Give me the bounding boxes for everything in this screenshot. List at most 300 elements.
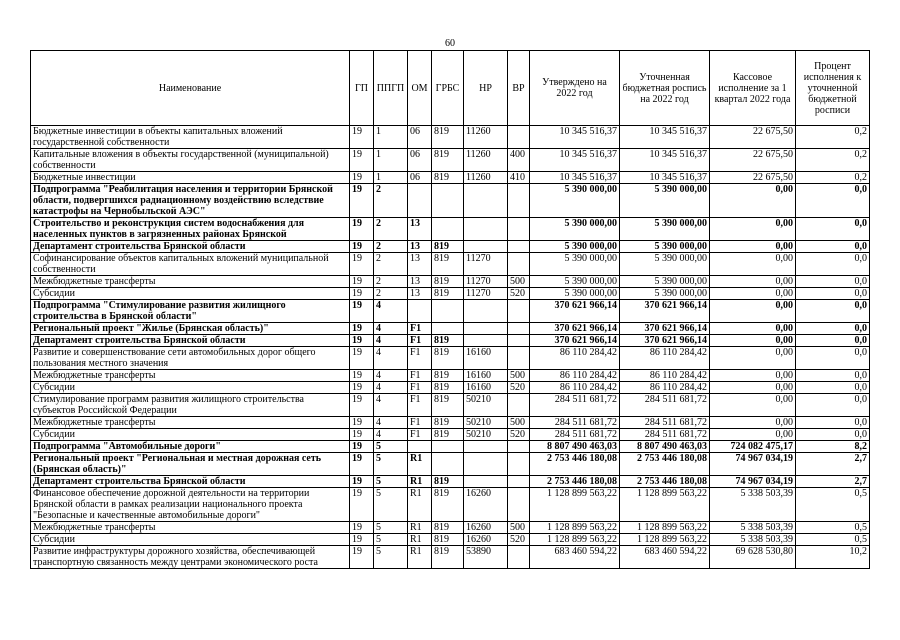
cell-gp: 19 bbox=[350, 347, 374, 370]
table-row bbox=[31, 276, 870, 288]
table-row bbox=[31, 126, 870, 149]
cell-approved: 370 621 966,14 bbox=[530, 335, 620, 347]
cell-vr: 520 bbox=[508, 382, 530, 394]
header-refined: Уточненная бюджетная роспись на 2022 год bbox=[620, 51, 710, 126]
cell-cash: 0,00 bbox=[710, 370, 796, 382]
cell-approved: 683 460 594,22 bbox=[530, 546, 620, 569]
cell-cash: 0,00 bbox=[710, 382, 796, 394]
cell-ppgp: 1 bbox=[374, 149, 408, 172]
cell-name: Субсидии bbox=[31, 288, 350, 300]
cell-vr bbox=[508, 335, 530, 347]
cell-name: Бюджетные инвестиции в объекты капитальных вложений государственной собственности bbox=[31, 126, 350, 149]
cell-percent: 10,2 bbox=[796, 546, 870, 569]
cell-nr bbox=[464, 476, 508, 488]
cell-refined: 284 511 681,72 bbox=[620, 417, 710, 429]
cell-percent: 0,0 bbox=[796, 382, 870, 394]
cell-om: R1 bbox=[408, 546, 432, 569]
cell-vr bbox=[508, 126, 530, 149]
cell-grbs: 819 bbox=[432, 347, 464, 370]
cell-om: F1 bbox=[408, 323, 432, 335]
cell-om: R1 bbox=[408, 522, 432, 534]
cell-gp: 19 bbox=[350, 546, 374, 569]
cell-gp: 19 bbox=[350, 149, 374, 172]
cell-ppgp: 2 bbox=[374, 184, 408, 218]
table-row bbox=[31, 335, 870, 347]
cell-percent: 0,0 bbox=[796, 184, 870, 218]
cell-refined: 370 621 966,14 bbox=[620, 323, 710, 335]
cell-percent: 0,5 bbox=[796, 488, 870, 522]
cell-approved: 86 110 284,42 bbox=[530, 370, 620, 382]
cell-vr bbox=[508, 453, 530, 476]
header-vr: ВР bbox=[508, 51, 530, 126]
cell-gp: 19 bbox=[350, 184, 374, 218]
cell-grbs: 819 bbox=[432, 429, 464, 441]
cell-refined: 2 753 446 180,08 bbox=[620, 453, 710, 476]
cell-gp: 19 bbox=[350, 335, 374, 347]
cell-ppgp: 2 bbox=[374, 241, 408, 253]
cell-om: F1 bbox=[408, 382, 432, 394]
cell-nr: 50210 bbox=[464, 394, 508, 417]
cell-approved: 10 345 516,37 bbox=[530, 149, 620, 172]
cell-ppgp: 5 bbox=[374, 453, 408, 476]
cell-cash: 0,00 bbox=[710, 394, 796, 417]
cell-nr: 16260 bbox=[464, 522, 508, 534]
cell-gp: 19 bbox=[350, 488, 374, 522]
cell-name: Софинансирование объектов капитальных вложений муниципальной собственности bbox=[31, 253, 350, 276]
cell-name: Капитальные вложения в объекты государственной (муниципальной) собственности bbox=[31, 149, 350, 172]
table-row bbox=[31, 534, 870, 546]
cell-gp: 19 bbox=[350, 323, 374, 335]
cell-om: F1 bbox=[408, 417, 432, 429]
cell-name: Субсидии bbox=[31, 382, 350, 394]
cell-vr bbox=[508, 546, 530, 569]
cell-grbs bbox=[432, 300, 464, 323]
cell-percent: 0,0 bbox=[796, 417, 870, 429]
cell-gp: 19 bbox=[350, 394, 374, 417]
cell-om bbox=[408, 184, 432, 218]
cell-ppgp: 4 bbox=[374, 394, 408, 417]
cell-ppgp: 1 bbox=[374, 126, 408, 149]
cell-vr: 520 bbox=[508, 534, 530, 546]
cell-gp: 19 bbox=[350, 370, 374, 382]
cell-vr bbox=[508, 300, 530, 323]
cell-refined: 5 390 000,00 bbox=[620, 184, 710, 218]
cell-grbs: 819 bbox=[432, 488, 464, 522]
cell-name: Строительство и реконструкция систем водоснабжения для населенных пунктов в загрязненных районах Брянской bbox=[31, 218, 350, 241]
cell-refined: 2 753 446 180,08 bbox=[620, 476, 710, 488]
cell-refined: 284 511 681,72 bbox=[620, 429, 710, 441]
cell-percent: 8,2 bbox=[796, 441, 870, 453]
cell-om: 13 bbox=[408, 276, 432, 288]
cell-approved: 1 128 899 563,22 bbox=[530, 534, 620, 546]
cell-refined: 10 345 516,37 bbox=[620, 172, 710, 184]
cell-percent: 0,0 bbox=[796, 288, 870, 300]
cell-gp: 19 bbox=[350, 534, 374, 546]
cell-ppgp: 4 bbox=[374, 300, 408, 323]
table-row bbox=[31, 347, 870, 370]
cell-om: 13 bbox=[408, 218, 432, 241]
cell-cash: 22 675,50 bbox=[710, 172, 796, 184]
cell-approved: 86 110 284,42 bbox=[530, 382, 620, 394]
cell-gp: 19 bbox=[350, 382, 374, 394]
cell-percent: 0,0 bbox=[796, 323, 870, 335]
cell-refined: 8 807 490 463,03 bbox=[620, 441, 710, 453]
table-row bbox=[31, 300, 870, 323]
header-approved: Утверждено на 2022 год bbox=[530, 51, 620, 126]
cell-om: 13 bbox=[408, 288, 432, 300]
budget-execution-table bbox=[30, 50, 870, 569]
table-row bbox=[31, 253, 870, 276]
cell-cash: 724 082 475,17 bbox=[710, 441, 796, 453]
header-name: Наименование bbox=[31, 51, 350, 126]
cell-approved: 1 128 899 563,22 bbox=[530, 522, 620, 534]
cell-approved: 5 390 000,00 bbox=[530, 241, 620, 253]
cell-nr bbox=[464, 441, 508, 453]
cell-ppgp: 4 bbox=[374, 417, 408, 429]
cell-om: F1 bbox=[408, 370, 432, 382]
cell-nr: 11260 bbox=[464, 172, 508, 184]
cell-refined: 86 110 284,42 bbox=[620, 382, 710, 394]
cell-gp: 19 bbox=[350, 126, 374, 149]
table-row bbox=[31, 218, 870, 241]
cell-name: Департамент строительства Брянской области bbox=[31, 335, 350, 347]
cell-cash: 5 338 503,39 bbox=[710, 488, 796, 522]
cell-name: Региональный проект "Региональная и местная дорожная сеть (Брянская область)" bbox=[31, 453, 350, 476]
cell-cash: 22 675,50 bbox=[710, 126, 796, 149]
cell-grbs: 819 bbox=[432, 534, 464, 546]
cell-ppgp: 2 bbox=[374, 218, 408, 241]
cell-cash: 0,00 bbox=[710, 241, 796, 253]
page-number: 60 bbox=[445, 38, 455, 49]
cell-name: Департамент строительства Брянской области bbox=[31, 476, 350, 488]
cell-percent: 2,7 bbox=[796, 476, 870, 488]
cell-cash: 0,00 bbox=[710, 184, 796, 218]
cell-grbs: 819 bbox=[432, 370, 464, 382]
cell-approved: 8 807 490 463,03 bbox=[530, 441, 620, 453]
header-ppgp: ППГП bbox=[374, 51, 408, 126]
cell-nr bbox=[464, 241, 508, 253]
cell-percent: 0,5 bbox=[796, 534, 870, 546]
cell-refined: 284 511 681,72 bbox=[620, 394, 710, 417]
cell-om: F1 bbox=[408, 347, 432, 370]
cell-refined: 1 128 899 563,22 bbox=[620, 534, 710, 546]
table-row bbox=[31, 370, 870, 382]
table-row bbox=[31, 429, 870, 441]
cell-cash: 74 967 034,19 bbox=[710, 476, 796, 488]
table-row bbox=[31, 241, 870, 253]
cell-ppgp: 5 bbox=[374, 476, 408, 488]
cell-ppgp: 4 bbox=[374, 347, 408, 370]
cell-nr: 11270 bbox=[464, 288, 508, 300]
cell-gp: 19 bbox=[350, 441, 374, 453]
cell-name: Межбюджетные трансферты bbox=[31, 417, 350, 429]
cell-nr bbox=[464, 218, 508, 241]
cell-approved: 2 753 446 180,08 bbox=[530, 476, 620, 488]
cell-ppgp: 5 bbox=[374, 534, 408, 546]
cell-approved: 5 390 000,00 bbox=[530, 184, 620, 218]
cell-approved: 284 511 681,72 bbox=[530, 429, 620, 441]
cell-nr bbox=[464, 323, 508, 335]
cell-approved: 5 390 000,00 bbox=[530, 288, 620, 300]
cell-nr: 50210 bbox=[464, 429, 508, 441]
cell-cash: 0,00 bbox=[710, 429, 796, 441]
cell-name: Межбюджетные трансферты bbox=[31, 276, 350, 288]
header-nr: НР bbox=[464, 51, 508, 126]
cell-nr bbox=[464, 184, 508, 218]
cell-name: Межбюджетные трансферты bbox=[31, 522, 350, 534]
cell-grbs: 819 bbox=[432, 546, 464, 569]
cell-vr bbox=[508, 394, 530, 417]
cell-percent: 0,0 bbox=[796, 241, 870, 253]
cell-ppgp: 2 bbox=[374, 276, 408, 288]
cell-grbs: 819 bbox=[432, 276, 464, 288]
cell-percent: 0,2 bbox=[796, 172, 870, 184]
cell-nr bbox=[464, 300, 508, 323]
cell-refined: 1 128 899 563,22 bbox=[620, 522, 710, 534]
cell-cash: 22 675,50 bbox=[710, 149, 796, 172]
table-row bbox=[31, 184, 870, 218]
table-row bbox=[31, 394, 870, 417]
cell-percent: 0,0 bbox=[796, 370, 870, 382]
cell-cash: 0,00 bbox=[710, 253, 796, 276]
cell-ppgp: 4 bbox=[374, 429, 408, 441]
table-row bbox=[31, 453, 870, 476]
cell-grbs: 819 bbox=[432, 241, 464, 253]
cell-refined: 370 621 966,14 bbox=[620, 300, 710, 323]
cell-grbs: 819 bbox=[432, 288, 464, 300]
cell-nr: 11270 bbox=[464, 276, 508, 288]
cell-percent: 0,0 bbox=[796, 394, 870, 417]
cell-ppgp: 5 bbox=[374, 488, 408, 522]
table-row bbox=[31, 441, 870, 453]
cell-vr: 520 bbox=[508, 429, 530, 441]
cell-ppgp: 4 bbox=[374, 323, 408, 335]
cell-grbs: 819 bbox=[432, 394, 464, 417]
cell-approved: 86 110 284,42 bbox=[530, 347, 620, 370]
cell-grbs: 819 bbox=[432, 172, 464, 184]
cell-percent: 0,0 bbox=[796, 347, 870, 370]
cell-refined: 370 621 966,14 bbox=[620, 335, 710, 347]
table-row bbox=[31, 172, 870, 184]
cell-grbs: 819 bbox=[432, 382, 464, 394]
table-body bbox=[31, 126, 870, 569]
cell-nr: 16160 bbox=[464, 347, 508, 370]
cell-refined: 5 390 000,00 bbox=[620, 241, 710, 253]
cell-name: Департамент строительства Брянской области bbox=[31, 241, 350, 253]
cell-om bbox=[408, 300, 432, 323]
cell-gp: 19 bbox=[350, 476, 374, 488]
cell-ppgp: 4 bbox=[374, 370, 408, 382]
cell-grbs: 819 bbox=[432, 476, 464, 488]
cell-om: F1 bbox=[408, 335, 432, 347]
cell-grbs: 819 bbox=[432, 149, 464, 172]
table-row bbox=[31, 522, 870, 534]
cell-ppgp: 5 bbox=[374, 522, 408, 534]
cell-vr: 400 bbox=[508, 149, 530, 172]
cell-nr: 53890 bbox=[464, 546, 508, 569]
cell-gp: 19 bbox=[350, 276, 374, 288]
cell-gp: 19 bbox=[350, 429, 374, 441]
cell-om: 13 bbox=[408, 253, 432, 276]
cell-nr: 16160 bbox=[464, 370, 508, 382]
cell-percent: 2,7 bbox=[796, 453, 870, 476]
cell-refined: 10 345 516,37 bbox=[620, 149, 710, 172]
cell-om: 06 bbox=[408, 172, 432, 184]
cell-gp: 19 bbox=[350, 172, 374, 184]
cell-om: F1 bbox=[408, 429, 432, 441]
cell-name: Бюджетные инвестиции bbox=[31, 172, 350, 184]
cell-gp: 19 bbox=[350, 453, 374, 476]
cell-name: Подпрограмма "Реабилитация населения и территории Брянской области, подвергшихся радиационному воздействию вследствие катастрофы на Чернобыльской АЭС" bbox=[31, 184, 350, 218]
cell-ppgp: 4 bbox=[374, 335, 408, 347]
cell-grbs: 819 bbox=[432, 417, 464, 429]
cell-approved: 5 390 000,00 bbox=[530, 218, 620, 241]
cell-om: 06 bbox=[408, 149, 432, 172]
cell-refined: 86 110 284,42 bbox=[620, 347, 710, 370]
cell-vr: 500 bbox=[508, 370, 530, 382]
cell-approved: 5 390 000,00 bbox=[530, 276, 620, 288]
cell-nr: 16160 bbox=[464, 382, 508, 394]
cell-name: Развитие инфраструктуры дорожного хозяйства, обеспечивающей транспортную связанность между центрами экономического роста bbox=[31, 546, 350, 569]
cell-refined: 5 390 000,00 bbox=[620, 218, 710, 241]
cell-cash: 0,00 bbox=[710, 288, 796, 300]
table-row bbox=[31, 417, 870, 429]
cell-nr bbox=[464, 335, 508, 347]
cell-name: Субсидии bbox=[31, 534, 350, 546]
cell-grbs bbox=[432, 323, 464, 335]
cell-approved: 284 511 681,72 bbox=[530, 394, 620, 417]
table-row bbox=[31, 488, 870, 522]
cell-cash: 0,00 bbox=[710, 323, 796, 335]
cell-grbs bbox=[432, 441, 464, 453]
cell-gp: 19 bbox=[350, 218, 374, 241]
cell-name: Подпрограмма "Стимулирование развития жилищного строительства в Брянской области" bbox=[31, 300, 350, 323]
cell-percent: 0,0 bbox=[796, 276, 870, 288]
cell-approved: 370 621 966,14 bbox=[530, 323, 620, 335]
cell-cash: 0,00 bbox=[710, 300, 796, 323]
cell-cash: 0,00 bbox=[710, 276, 796, 288]
cell-gp: 19 bbox=[350, 300, 374, 323]
cell-approved: 1 128 899 563,22 bbox=[530, 488, 620, 522]
cell-grbs: 819 bbox=[432, 253, 464, 276]
table-header-row bbox=[31, 51, 870, 126]
cell-cash: 74 967 034,19 bbox=[710, 453, 796, 476]
cell-name: Развитие и совершенствование сети автомобильных дорог общего пользования местного значения bbox=[31, 347, 350, 370]
cell-vr bbox=[508, 488, 530, 522]
cell-refined: 10 345 516,37 bbox=[620, 126, 710, 149]
cell-nr bbox=[464, 453, 508, 476]
cell-ppgp: 5 bbox=[374, 546, 408, 569]
cell-percent: 0,2 bbox=[796, 126, 870, 149]
table-row bbox=[31, 288, 870, 300]
table-row bbox=[31, 546, 870, 569]
cell-vr: 500 bbox=[508, 522, 530, 534]
cell-gp: 19 bbox=[350, 522, 374, 534]
cell-approved: 10 345 516,37 bbox=[530, 126, 620, 149]
cell-refined: 86 110 284,42 bbox=[620, 370, 710, 382]
header-cash: Кассовое исполнение за 1 квартал 2022 года bbox=[710, 51, 796, 126]
cell-percent: 0,2 bbox=[796, 149, 870, 172]
cell-om bbox=[408, 441, 432, 453]
table-row bbox=[31, 149, 870, 172]
cell-grbs bbox=[432, 453, 464, 476]
cell-vr bbox=[508, 184, 530, 218]
cell-name: Субсидии bbox=[31, 429, 350, 441]
cell-cash: 0,00 bbox=[710, 218, 796, 241]
cell-vr bbox=[508, 241, 530, 253]
cell-om: R1 bbox=[408, 476, 432, 488]
cell-gp: 19 bbox=[350, 241, 374, 253]
cell-vr bbox=[508, 347, 530, 370]
cell-refined: 5 390 000,00 bbox=[620, 276, 710, 288]
cell-grbs: 819 bbox=[432, 335, 464, 347]
header-grbs: ГРБС bbox=[432, 51, 464, 126]
cell-vr bbox=[508, 441, 530, 453]
cell-nr: 16260 bbox=[464, 534, 508, 546]
header-gp: ГП bbox=[350, 51, 374, 126]
cell-nr: 11270 bbox=[464, 253, 508, 276]
cell-percent: 0,0 bbox=[796, 300, 870, 323]
cell-percent: 0,5 bbox=[796, 522, 870, 534]
cell-nr: 11260 bbox=[464, 149, 508, 172]
cell-om: F1 bbox=[408, 394, 432, 417]
cell-cash: 69 628 530,80 bbox=[710, 546, 796, 569]
cell-vr bbox=[508, 476, 530, 488]
table-row bbox=[31, 382, 870, 394]
cell-nr: 50210 bbox=[464, 417, 508, 429]
cell-cash: 5 338 503,39 bbox=[710, 522, 796, 534]
cell-approved: 370 621 966,14 bbox=[530, 300, 620, 323]
cell-vr: 500 bbox=[508, 417, 530, 429]
cell-ppgp: 2 bbox=[374, 288, 408, 300]
cell-grbs bbox=[432, 218, 464, 241]
cell-approved: 5 390 000,00 bbox=[530, 253, 620, 276]
cell-ppgp: 1 bbox=[374, 172, 408, 184]
cell-cash: 0,00 bbox=[710, 417, 796, 429]
cell-percent: 0,0 bbox=[796, 429, 870, 441]
cell-approved: 10 345 516,37 bbox=[530, 172, 620, 184]
cell-grbs: 819 bbox=[432, 522, 464, 534]
cell-percent: 0,0 bbox=[796, 218, 870, 241]
cell-om: R1 bbox=[408, 453, 432, 476]
cell-cash: 0,00 bbox=[710, 335, 796, 347]
cell-vr bbox=[508, 323, 530, 335]
cell-name: Подпрограмма "Автомобильные дороги" bbox=[31, 441, 350, 453]
cell-om: R1 bbox=[408, 488, 432, 522]
cell-nr: 16260 bbox=[464, 488, 508, 522]
cell-om: R1 bbox=[408, 534, 432, 546]
header-percent: Процент исполнения к уточненной бюджетной росписи bbox=[796, 51, 870, 126]
cell-vr bbox=[508, 218, 530, 241]
cell-gp: 19 bbox=[350, 417, 374, 429]
cell-cash: 5 338 503,39 bbox=[710, 534, 796, 546]
cell-ppgp: 2 bbox=[374, 253, 408, 276]
cell-refined: 5 390 000,00 bbox=[620, 288, 710, 300]
cell-vr bbox=[508, 253, 530, 276]
cell-nr: 11260 bbox=[464, 126, 508, 149]
table-row bbox=[31, 476, 870, 488]
cell-cash: 0,00 bbox=[710, 347, 796, 370]
cell-name: Финансовое обеспечение дорожной деятельности на территории Брянской области в рамках реализации национального проекта "Безопасные и качественные автомобильные дороги" bbox=[31, 488, 350, 522]
cell-refined: 1 128 899 563,22 bbox=[620, 488, 710, 522]
cell-vr: 520 bbox=[508, 288, 530, 300]
cell-ppgp: 4 bbox=[374, 382, 408, 394]
cell-name: Межбюджетные трансферты bbox=[31, 370, 350, 382]
cell-refined: 5 390 000,00 bbox=[620, 253, 710, 276]
table-row bbox=[31, 323, 870, 335]
cell-vr: 500 bbox=[508, 276, 530, 288]
cell-vr: 410 bbox=[508, 172, 530, 184]
